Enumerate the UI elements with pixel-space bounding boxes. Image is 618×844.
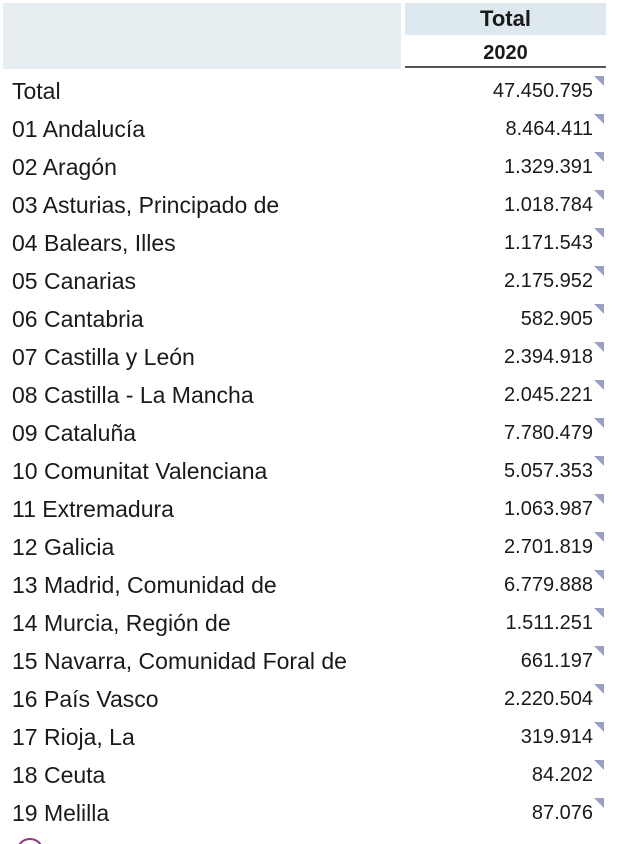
row-value: 47.450.795: [492, 80, 593, 102]
row-label: 03 Asturias, Principado de: [12, 192, 280, 218]
note-corner-icon[interactable]: [594, 608, 604, 618]
table-row: [0, 414, 618, 452]
row-value: 2.175.952: [504, 270, 593, 292]
row-value: 1.171.543: [504, 232, 593, 254]
row-label: 09 Cataluña: [12, 420, 137, 446]
row-label: 19 Melilla: [12, 800, 110, 826]
note-corner-icon[interactable]: [594, 532, 604, 542]
note-corner-icon[interactable]: [594, 304, 604, 314]
table-row: [0, 262, 618, 300]
table-row: [0, 794, 618, 832]
table-row: [0, 300, 618, 338]
row-label: 14 Murcia, Región de: [12, 610, 231, 636]
row-label: 12 Galicia: [12, 534, 115, 560]
table-row: [0, 224, 618, 262]
note-corner-icon[interactable]: [594, 760, 604, 770]
table-row: [0, 642, 618, 680]
table-row: [0, 680, 618, 718]
table-row: [0, 338, 618, 376]
column-header-year[interactable]: 2020: [405, 38, 606, 68]
table-row: [0, 604, 618, 642]
note-corner-icon[interactable]: [594, 456, 604, 466]
note-corner-icon[interactable]: [594, 722, 604, 732]
note-corner-icon[interactable]: [594, 684, 604, 694]
row-value: 7.780.479: [504, 422, 593, 444]
row-value: 661.197: [520, 650, 593, 672]
row-value: 2.394.918: [504, 346, 593, 368]
row-value: 2.220.504: [504, 688, 593, 710]
row-label: 02 Aragón: [12, 154, 117, 180]
row-value: 2.045.221: [504, 384, 593, 406]
row-label: 08 Castilla - La Mancha: [12, 382, 254, 408]
row-value: 5.057.353: [504, 460, 593, 482]
table-row: [0, 756, 618, 794]
row-value: 84.202: [531, 764, 593, 786]
row-value: 1.329.391: [504, 156, 593, 178]
row-label: 06 Cantabria: [12, 306, 144, 332]
row-value: 6.779.888: [504, 574, 593, 596]
row-label: 17 Rioja, La: [12, 724, 135, 750]
row-label: 11 Extremadura: [12, 496, 174, 522]
table-row: [0, 110, 618, 148]
table-row: [0, 72, 618, 110]
note-corner-icon[interactable]: [594, 494, 604, 504]
table-row: [0, 148, 618, 186]
row-label: 13 Madrid, Comunidad de: [12, 572, 277, 598]
column-header-total[interactable]: Total: [405, 3, 606, 35]
note-corner-icon[interactable]: [594, 342, 604, 352]
note-corner-icon[interactable]: [594, 570, 604, 580]
note-corner-icon[interactable]: [594, 152, 604, 162]
note-corner-icon[interactable]: [594, 76, 604, 86]
row-label: 15 Navarra, Comunidad Foral de: [12, 648, 347, 674]
row-value: 1.511.251: [505, 612, 593, 634]
note-corner-icon[interactable]: [594, 190, 604, 200]
note-corner-icon[interactable]: [594, 266, 604, 276]
row-label: 05 Canarias: [12, 268, 137, 294]
table-row: [0, 186, 618, 224]
table-row: [0, 718, 618, 756]
note-corner-icon[interactable]: [594, 114, 604, 124]
row-label: 16 País Vasco: [12, 686, 159, 712]
note-corner-icon[interactable]: [594, 380, 604, 390]
table-body: [0, 72, 618, 832]
table-row: [0, 452, 618, 490]
table-row: [0, 490, 618, 528]
row-value: 1.063.987: [504, 498, 593, 520]
row-value: 1.018.784: [504, 194, 593, 216]
note-corner-icon[interactable]: [594, 798, 604, 808]
row-label: 10 Comunitat Valenciana: [12, 458, 268, 484]
row-label: 18 Ceuta: [12, 762, 106, 788]
note-corner-icon[interactable]: [594, 418, 604, 428]
row-value: 582.905: [520, 308, 593, 330]
row-label: 01 Andalucía: [12, 116, 146, 142]
row-value: 87.076: [531, 802, 593, 824]
row-label: 07 Castilla y León: [12, 344, 195, 370]
row-label: Total: [12, 78, 61, 104]
note-corner-icon[interactable]: [594, 646, 604, 656]
table-row: [0, 528, 618, 566]
row-label: 04 Balears, Illes: [12, 230, 176, 256]
header-corner-cell: [3, 3, 401, 69]
row-value: 319.914: [520, 726, 593, 748]
table-row: [0, 566, 618, 604]
row-value: 2.701.819: [504, 536, 593, 558]
table-row: [0, 376, 618, 414]
partial-circle-icon: [16, 838, 44, 844]
note-corner-icon[interactable]: [594, 228, 604, 238]
row-value: 8.464.411: [505, 118, 593, 140]
